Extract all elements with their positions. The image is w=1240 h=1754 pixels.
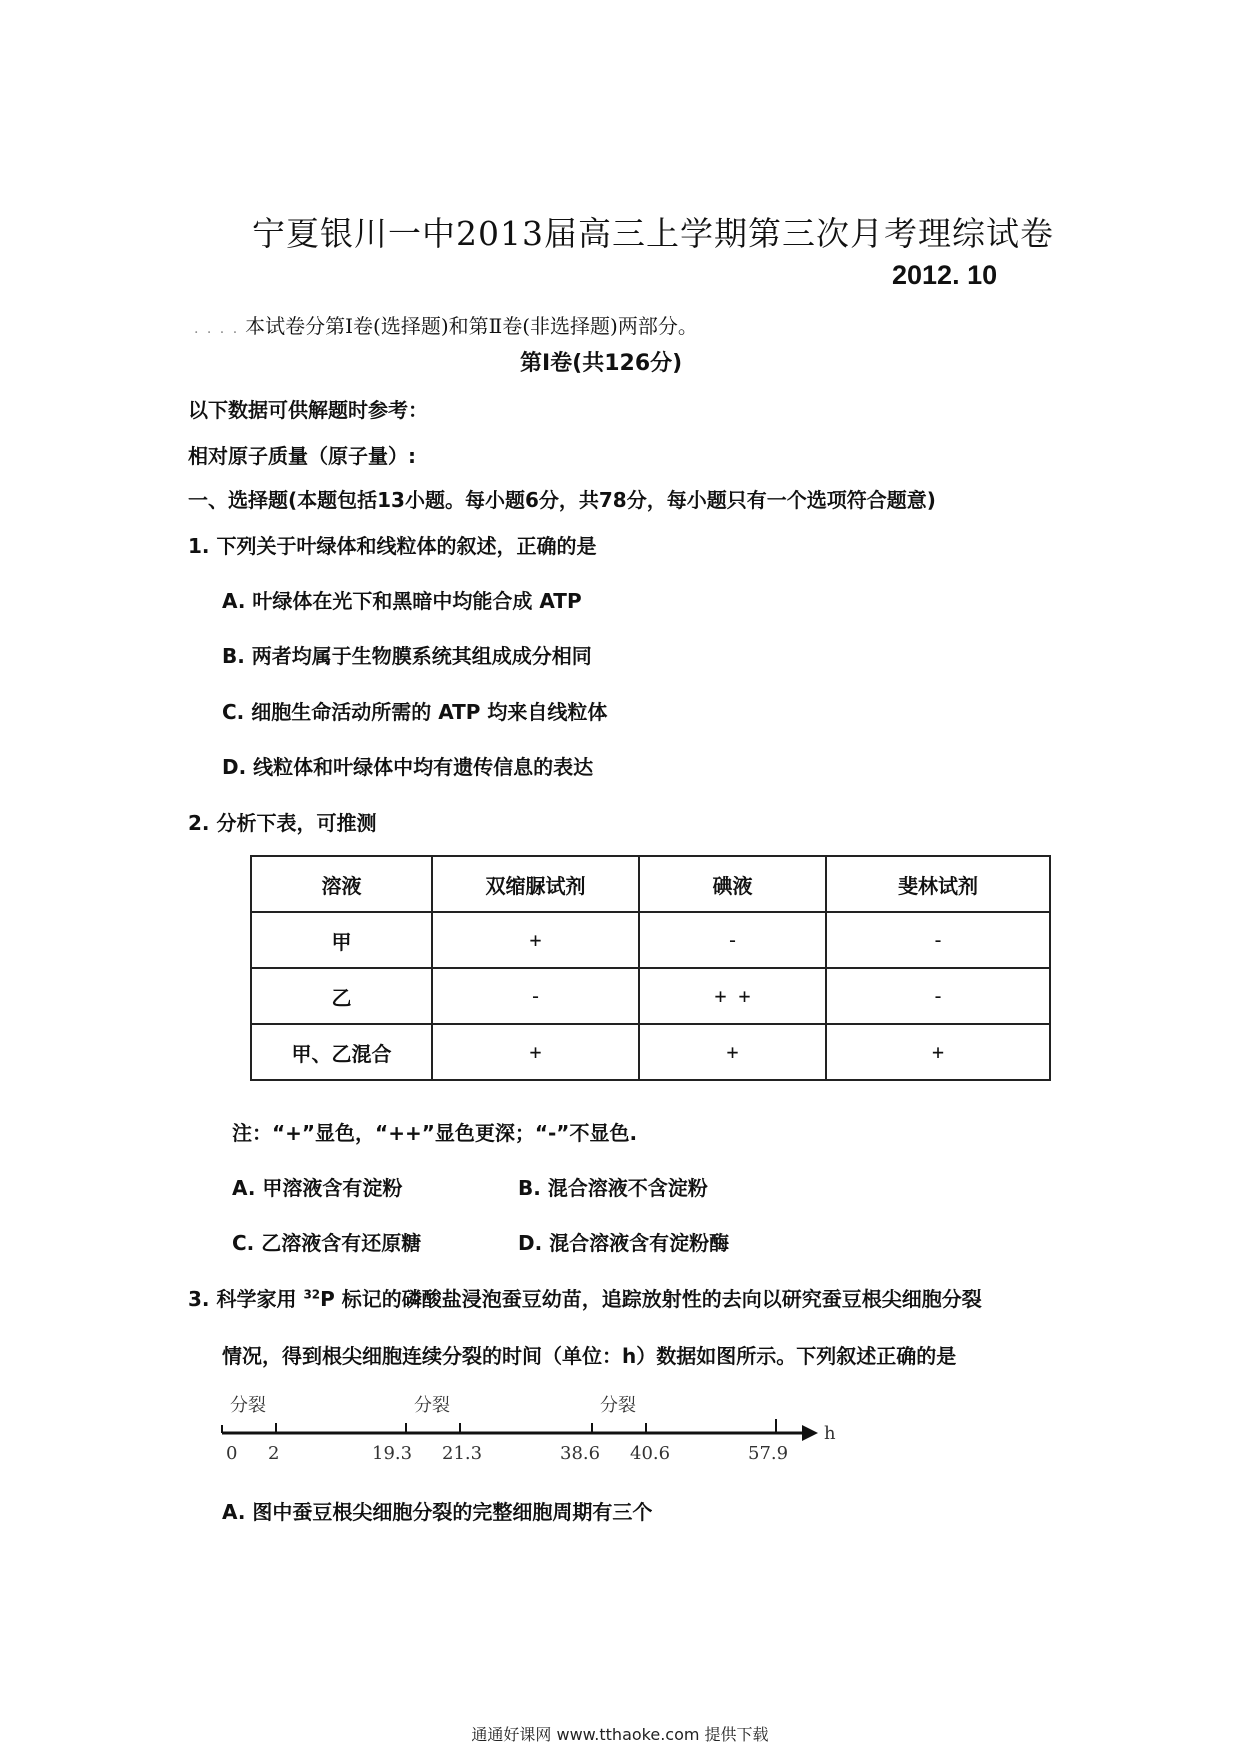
table-cell: 甲、乙混合 (251, 1024, 432, 1080)
q1-option-b: B. 两者均属于生物膜系统其组成成分相同 (222, 644, 592, 668)
exam-date: 2012. 10 (892, 260, 998, 290)
q2-option-b: B. 混合溶液不含淀粉 (518, 1176, 708, 1200)
q3-stem-part2: P 标记的磷酸盐浸泡蚕豆幼苗，追踪放射性的去向以研究蚕豆根尖细胞分裂 (320, 1287, 982, 1311)
table-cell: + (826, 1024, 1050, 1080)
table-header: 双缩脲试剂 (432, 856, 639, 912)
q1-option-c: C. 细胞生命活动所需的 ATP 均来自线粒体 (222, 700, 608, 724)
q2-stem: 2. 分析下表，可推测 (188, 811, 377, 835)
tick-label: 57.9 (748, 1443, 789, 1464)
table-header-row (251, 856, 1050, 912)
q3-stem-line2: 情况，得到根尖细胞连续分裂的时间（单位：h）数据如图所示。下列叙述正确的是 (222, 1344, 957, 1368)
table-cell: - (639, 912, 826, 968)
atomic-mass-label: 相对原子质量（原子量）: (188, 444, 416, 468)
q3-stem-part1: 3. 科学家用 (188, 1287, 297, 1311)
table-cell: 甲 (251, 912, 432, 968)
tick-label: 19.3 (372, 1443, 413, 1464)
table-cell: - (826, 968, 1050, 1024)
division-label: 分裂 (600, 1395, 636, 1416)
table-cell: - (432, 968, 639, 1024)
table-header: 溶液 (251, 856, 432, 912)
intro-dots: . . . . (194, 321, 240, 337)
intro-text (194, 310, 698, 339)
reference-note: 以下数据可供解题时参考： (188, 398, 428, 422)
table-row (251, 968, 1050, 1024)
table-row (251, 912, 1050, 968)
tick-label: 0 (226, 1443, 238, 1464)
q2-option-d: D. 混合溶液含有淀粉酶 (518, 1231, 730, 1255)
q1-option-a: A. 叶绿体在光下和黑暗中均能合成 ATP (222, 589, 582, 613)
table-cell: 乙 (251, 968, 432, 1024)
table-cell: + + (639, 968, 826, 1024)
q1-option-d: D. 线粒体和叶绿体中均有遗传信息的表达 (222, 755, 594, 779)
q2-option-a: A. 甲溶液含有淀粉 (232, 1176, 403, 1200)
table-cell: - (826, 912, 1050, 968)
tick-label: 38.6 (560, 1443, 601, 1464)
table-cell: + (432, 912, 639, 968)
table-header: 斐林试剂 (826, 856, 1050, 912)
q3-isotope-superscript: 32 (303, 1287, 321, 1302)
table-cell: + (639, 1024, 826, 1080)
division-label: 分裂 (230, 1395, 266, 1416)
q2-option-c: C. 乙溶液含有还原糖 (232, 1231, 422, 1255)
tick-label: 2 (268, 1443, 280, 1464)
volume-heading: 第Ⅰ卷(共126分) (520, 351, 683, 376)
division-label: 分裂 (414, 1395, 450, 1416)
exam-title: 宁夏银川一中2013届高三上学期第三次月考理综试卷 (252, 214, 1054, 253)
footer: 通通好课网 www.tthaoke.com 提供下载 (471, 1725, 769, 1744)
section-heading: 一、选择题(本题包括13小题。每小题6分，共78分，每小题只有一个选项符合题意) (188, 488, 936, 512)
timeline-arrowhead (802, 1425, 818, 1441)
q1-stem: 1. 下列关于叶绿体和线粒体的叙述，正确的是 (188, 534, 597, 558)
q2-note: 注：“+”显色，“++”显色更深；“-”不显色. (232, 1121, 638, 1145)
q3-option-a: A. 图中蚕豆根尖细胞分裂的完整细胞周期有三个 (222, 1500, 653, 1524)
intro-label: 本试卷分第Ⅰ卷(选择题)和第Ⅱ卷(非选择题)两部分。 (245, 314, 698, 338)
cell-cycle-timeline (220, 1385, 860, 1465)
table-cell: + (432, 1024, 639, 1080)
tick-label: 40.6 (630, 1443, 671, 1464)
tick-label: 21.3 (442, 1443, 483, 1464)
table-row (251, 1024, 1050, 1080)
table-header: 碘液 (639, 856, 826, 912)
reagent-table (250, 855, 1051, 1081)
q3-stem (188, 1283, 982, 1312)
timeline-unit: h (824, 1423, 836, 1444)
